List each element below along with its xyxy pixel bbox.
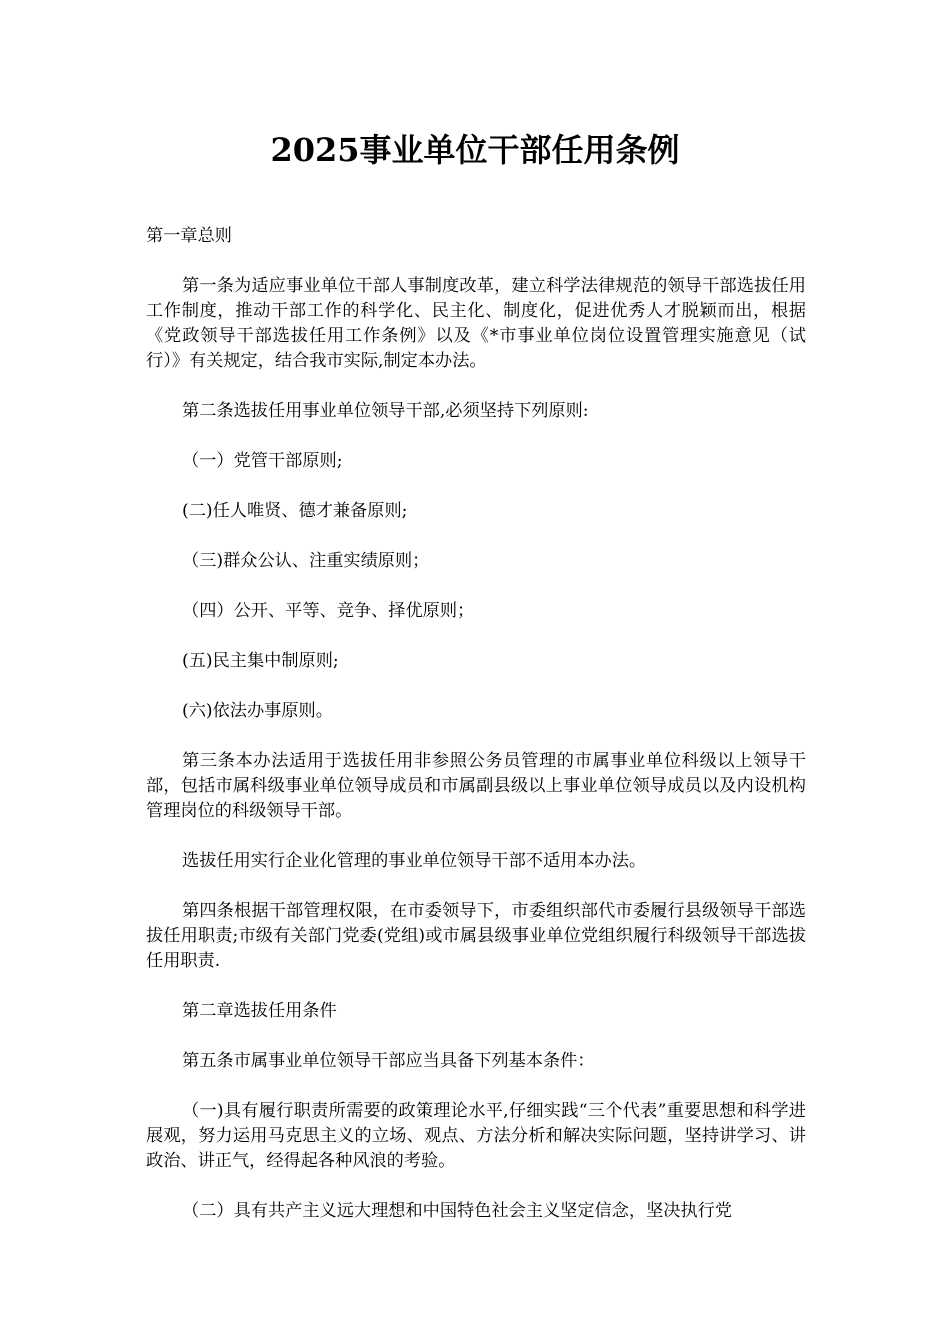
paragraph: （一)具有履行职责所需要的政策理论水平,仔细实践“三个代表”重要思想和科学进展观，努力运用马克思主义的立场、观点、方法分析和解决实际问题，坚持讲学习、讲政治、讲正气，经得起各种风浪的考验。 — [146, 1101, 806, 1171]
paragraph-gap — [146, 874, 806, 899]
paragraph-gap — [146, 474, 806, 499]
paragraph-gap — [146, 824, 806, 849]
paragraph-gap — [146, 1074, 806, 1099]
paragraph-gap — [146, 524, 806, 549]
paragraph-gap — [146, 1174, 806, 1199]
paragraph-gap — [146, 624, 806, 649]
list-item: (五)民主集中制原则; — [182, 651, 339, 671]
paragraph-gap — [146, 674, 806, 699]
list-item: (六)依法办事原则。 — [182, 701, 333, 721]
paragraph-gap — [146, 249, 806, 274]
paragraph: 选拔任用实行企业化管理的事业单位领导干部不适用本办法。 — [182, 851, 647, 871]
list-item: （四）公开、平等、竞争、择优原则； — [182, 601, 475, 621]
paragraph: 第五条市属事业单位领导干部应当具备下列基本条件： — [182, 1051, 595, 1071]
paragraph-gap — [146, 574, 806, 599]
paragraph: 第一条为适应事业单位干部人事制度改革，建立科学法律规范的领导干部选拔任用工作制度，推动干部工作的科学化、民主化、制度化，促进优秀人才脱颖而出，根据《党政领导干部选拔任用工作条例》以及《*市事业单位岗位设置管理实施意见（试行）》有关规定，结合我市实际,制定本办法。 — [146, 276, 806, 371]
paragraph-gap — [146, 1024, 806, 1049]
paragraph: 第二条选拔任用事业单位领导干部,必须坚持下列原则: — [182, 401, 589, 421]
paragraph: 第三条本办法适用于选拔任用非参照公务员管理的市属事业单位科级以上领导干部，包括市属科级事业单位领导成员和市属副县级以上事业单位领导成员以及内设机构管理岗位的科级领导干部。 — [146, 751, 806, 821]
document-body — [146, 224, 806, 1224]
paragraph-gap — [146, 974, 806, 999]
paragraph: 第二章选拔任用条件 — [182, 1001, 337, 1021]
list-item: （三)群众公认、注重实绩原则； — [182, 551, 430, 571]
list-item: (二)任人唯贤、德才兼备原则; — [182, 501, 408, 521]
paragraph-gap — [146, 724, 806, 749]
paragraph-gap — [146, 424, 806, 449]
paragraph: （二）具有共产主义远大理想和中国特色社会主义坚定信念，坚决执行党 — [182, 1201, 733, 1221]
paragraph: 第四条根据干部管理权限，在市委领导下，市委组织部代市委履行县级领导干部选拔任用职责;市级有关部门党委(党组)或市属县级事业单位党组织履行科级领导干部选拔任用职责. — [146, 901, 806, 971]
list-item: （一）党管干部原则; — [182, 451, 343, 471]
paragraph-gap — [146, 374, 806, 399]
document-title: 2025事业单位干部任用条例 — [270, 131, 680, 169]
chapter-heading: 第一章总则 — [146, 226, 232, 246]
